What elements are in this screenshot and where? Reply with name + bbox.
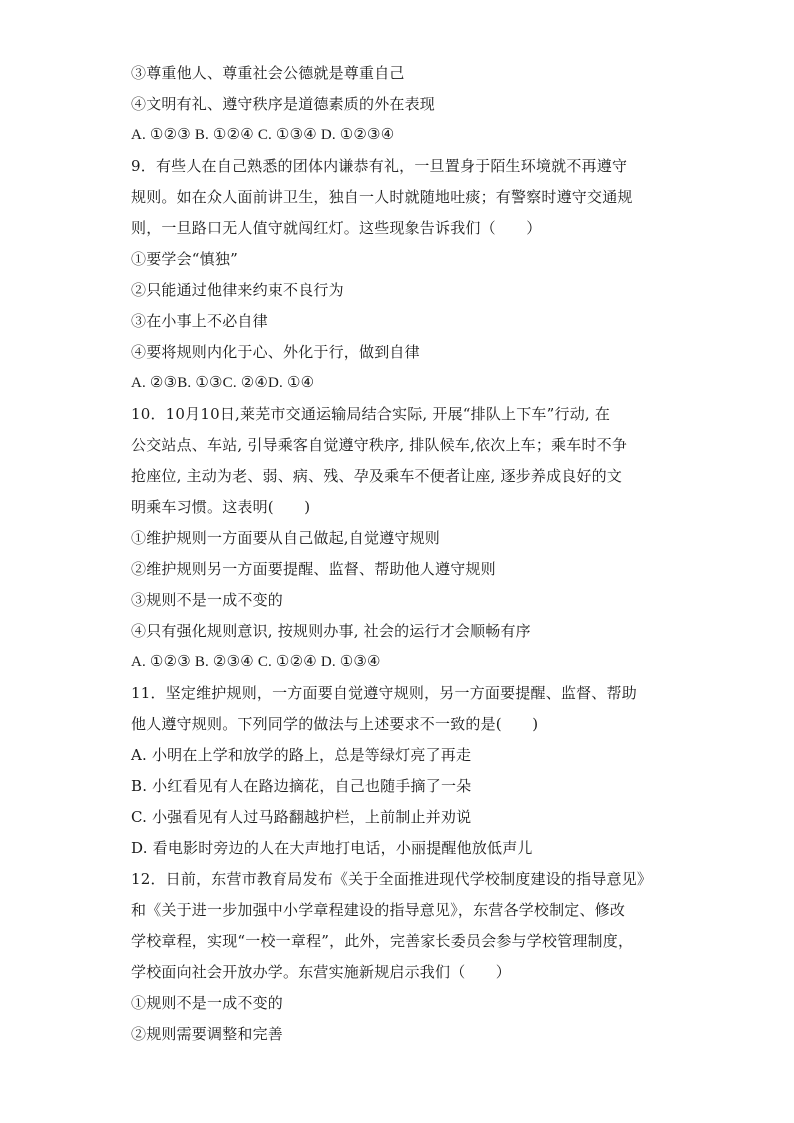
document-page	[131, 58, 671, 1050]
question-12-text: 和《关于进一步加强中小学章程建设的指导意见》，东营各学校制定、修改	[131, 901, 626, 919]
question-11-text: 他人遵守规则。下列同学的做法与上述要求不一致的是( )	[131, 715, 539, 733]
option-line-4: ④文明有礼、遵守秩序是道德素质的外在表现	[131, 95, 436, 113]
question-10-text: 明乘车习惯。这表明( )	[131, 498, 311, 516]
q12-option-2: ②规则需要调整和完善	[131, 1025, 284, 1043]
answer-choices-q8: A. ①②③ B. ①②④ C. ①③④ D. ①②③④	[131, 127, 395, 143]
question-11-text: 11．坚定维护规则，一方面要自觉遵守规则，另一方面要提醒、监督、帮助	[131, 684, 637, 702]
answer-choices-q10: A. ①②③ B. ②③④ C. ①②④ D. ①③④	[131, 654, 381, 670]
question-12-text: 学校章程，实现“一校一章程”，此外，完善家长委员会参与学校管理制度，	[131, 932, 634, 950]
question-10-text: 公交站点、车站, 引导乘客自觉遵守秩序, 排队候车,依次上车；乘车时不争	[131, 436, 628, 454]
q10-option-1: ①维护规则一方面要从自己做起,自觉遵守规则	[131, 529, 440, 547]
option-line-3: ③尊重他人、尊重社会公德就是尊重自己	[131, 64, 405, 82]
q11-choice-d: D. 看电影时旁边的人在大声地打电话，小丽提醒他放低声儿	[131, 839, 533, 857]
q10-option-2: ②维护规则另一方面要提醒、监督、帮助他人遵守规则	[131, 560, 496, 578]
q9-option-2: ②只能通过他律来约束不良行为	[131, 281, 344, 299]
question-9-text: 9．有些人在自己熟悉的团体内谦恭有礼，一旦置身于陌生环境就不再遵守	[131, 157, 628, 175]
question-9-text: 则，一旦路口无人值守就闯红灯。这些现象告诉我们（ ）	[131, 219, 542, 237]
question-9-text: 规则。如在众人面前讲卫生，独自一人时就随地吐痰；有警察时遵守交通规	[131, 188, 633, 206]
q11-choice-b: B. 小红看见有人在路边摘花，自己也随手摘了一朵	[131, 777, 472, 795]
q9-option-4: ④要将规则内化于心、外化于行，做到自律	[131, 343, 420, 361]
q11-choice-c: C. 小强看见有人过马路翻越护栏，上前制止并劝说	[131, 808, 472, 826]
q10-option-3: ③规则不是一成不变的	[131, 591, 284, 609]
answer-choices-q9: A. ②③B. ①③C. ②④D. ①④	[131, 375, 315, 391]
question-10-text: 抢座位, 主动为老、弱、病、残、孕及乘车不便者让座, 逐步养成良好的文	[131, 467, 623, 485]
q12-option-1: ①规则不是一成不变的	[131, 994, 284, 1012]
question-10-text: 10．10月10日,莱芜市交通运输局结合实际, 开展“排队上下车”行动, 在	[131, 405, 611, 423]
q9-option-3: ③在小事上不必自律	[131, 312, 268, 330]
q11-choice-a: A. 小明在上学和放学的路上，总是等绿灯亮了再走	[131, 746, 472, 764]
question-12-text: 学校面向社会开放办学。东营实施新规启示我们（ ）	[131, 963, 512, 981]
q9-option-1: ①要学会“慎独”	[131, 250, 238, 268]
question-12-text: 12．日前，东营市教育局发布《关于全面推进现代学校制度建设的指导意见》	[131, 870, 653, 888]
q10-option-4: ④只有强化规则意识, 按规则办事, 社会的运行才会顺畅有序	[131, 622, 531, 640]
